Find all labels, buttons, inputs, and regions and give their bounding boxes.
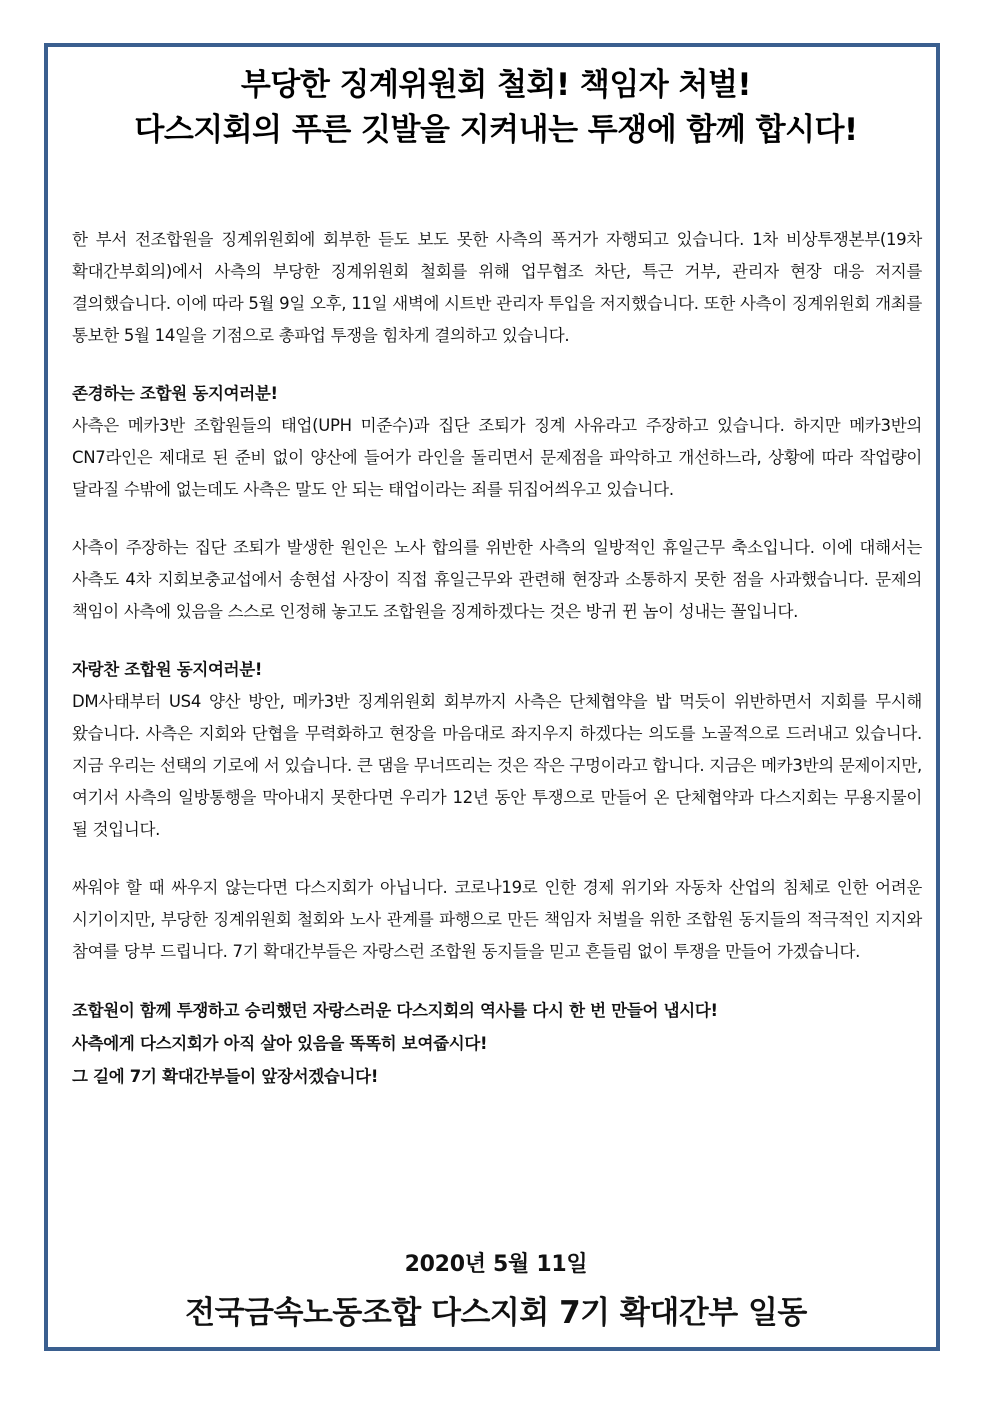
heading-2: 자랑찬 조합원 동지여러분! [72,660,263,679]
paragraph-2: 사측은 메카3반 조합원들의 태업(UPH 미준수)과 집단 조퇴가 징계 사유라고 주장하고 있습니다. 하지만 메카3반의 CN7라인은 제대로 된 준비 없이 양산에 들어가 라인을 돌리면서 문제점을 파악하고 개선하느라, 상황에 따라 작업량이 달라질 수밖에 없는데도 사측은 말도 안 되는 태업이라는 죄를 뒤집어씌우고 있습니다. [72,416,922,499]
signature: 전국금속노동조합 다스지회 7기 확대간부 일동 [185,1295,807,1331]
title-line-1: 부당한 징계위원회 철회! 책임자 처벌! [240,67,752,103]
closing-line-1: 조합원이 함께 투쟁하고 승리했던 자랑스러운 다스지회의 역사를 다시 한 번 만들어 냅시다! [72,1001,718,1020]
paragraph-5: 싸워야 할 때 싸우지 않는다면 다스지회가 아닙니다. 코로나19로 인한 경제 위기와 자동차 산업의 침체로 인한 어려운 시기이지만, 부당한 징계위원회 철회와 노사 관계를 파행으로 만든 책임자 처벌을 위한 조합원 동지들의 적극적인 지지와 참여를 당부 드립니다. 7기 확대간부들은 자랑스런 조합원 동지들을 믿고 흔들림 없이 투쟁을 만들어 가겠습니다. [72,878,922,961]
closing-line-3: 그 길에 7기 확대간부들이 앞장서겠습니다! [72,1067,379,1086]
title-line-2: 다스지회의 푸른 깃발을 지켜내는 투쟁에 함께 합시다! [134,112,858,148]
document-body [72,224,922,1093]
issue-date: 2020년 5월 11일 [404,1252,588,1277]
heading-1: 존경하는 조합원 동지여러분! [72,384,278,403]
paragraph-1: 한 부서 전조합원을 징계위원회에 회부한 듣도 보도 못한 사측의 폭거가 자행되고 있습니다. 1차 비상투쟁본부(19차 확대간부회의)에서 사측의 부당한 징계위원회 철회를 위해 업무협조 차단, 특근 거부, 관리자 현장 대응 저지를 결의했습니다. 이에 따라 5월 9일 오후, 11일 새벽에 시트반 관리자 투입을 저지했습니다. 또한 사측이 징계위원회 개최를 통보한 5월 14일을 기점으로 총파업 투쟁을 힘차게 결의하고 있습니다. [72,230,922,345]
paragraph-3: 사측이 주장하는 집단 조퇴가 발생한 원인은 노사 합의를 위반한 사측의 일방적인 휴일근무 축소입니다. 이에 대해서는 사측도 4차 지회보충교섭에서 송현섭 사장이 직접 휴일근무와 관련해 현장과 소통하지 못한 점을 사과했습니다. 문제의 책임이 사측에 있음을 스스로 인정해 놓고도 조합원을 징계하겠다는 것은 방귀 뀐 놈이 성내는 꼴입니다. [72,538,922,621]
closing-line-2: 사측에게 다스지회가 아직 살아 있음을 똑똑히 보여줍시다! [72,1034,488,1053]
paragraph-4: DM사태부터 US4 양산 방안, 메카3반 징계위원회 회부까지 사측은 단체협약을 밥 먹듯이 위반하면서 지회를 무시해 왔습니다. 사측은 지회와 단협을 무력화하고 현장을 마음대로 좌지우지 하겠다는 의도를 노골적으로 드러내고 있습니다. 지금 우리는 선택의 기로에 서 있습니다. 큰 댐을 무너뜨리는 것은 작은 구멍이라고 합니다. 지금은 메카3반의 문제이지만, 여기서 사측의 일방통행을 막아내지 못한다면 우리가 12년 동안 투쟁으로 만들어 온 단체협약과 다스지회는 무용지물이 될 것입니다. [72,692,922,839]
